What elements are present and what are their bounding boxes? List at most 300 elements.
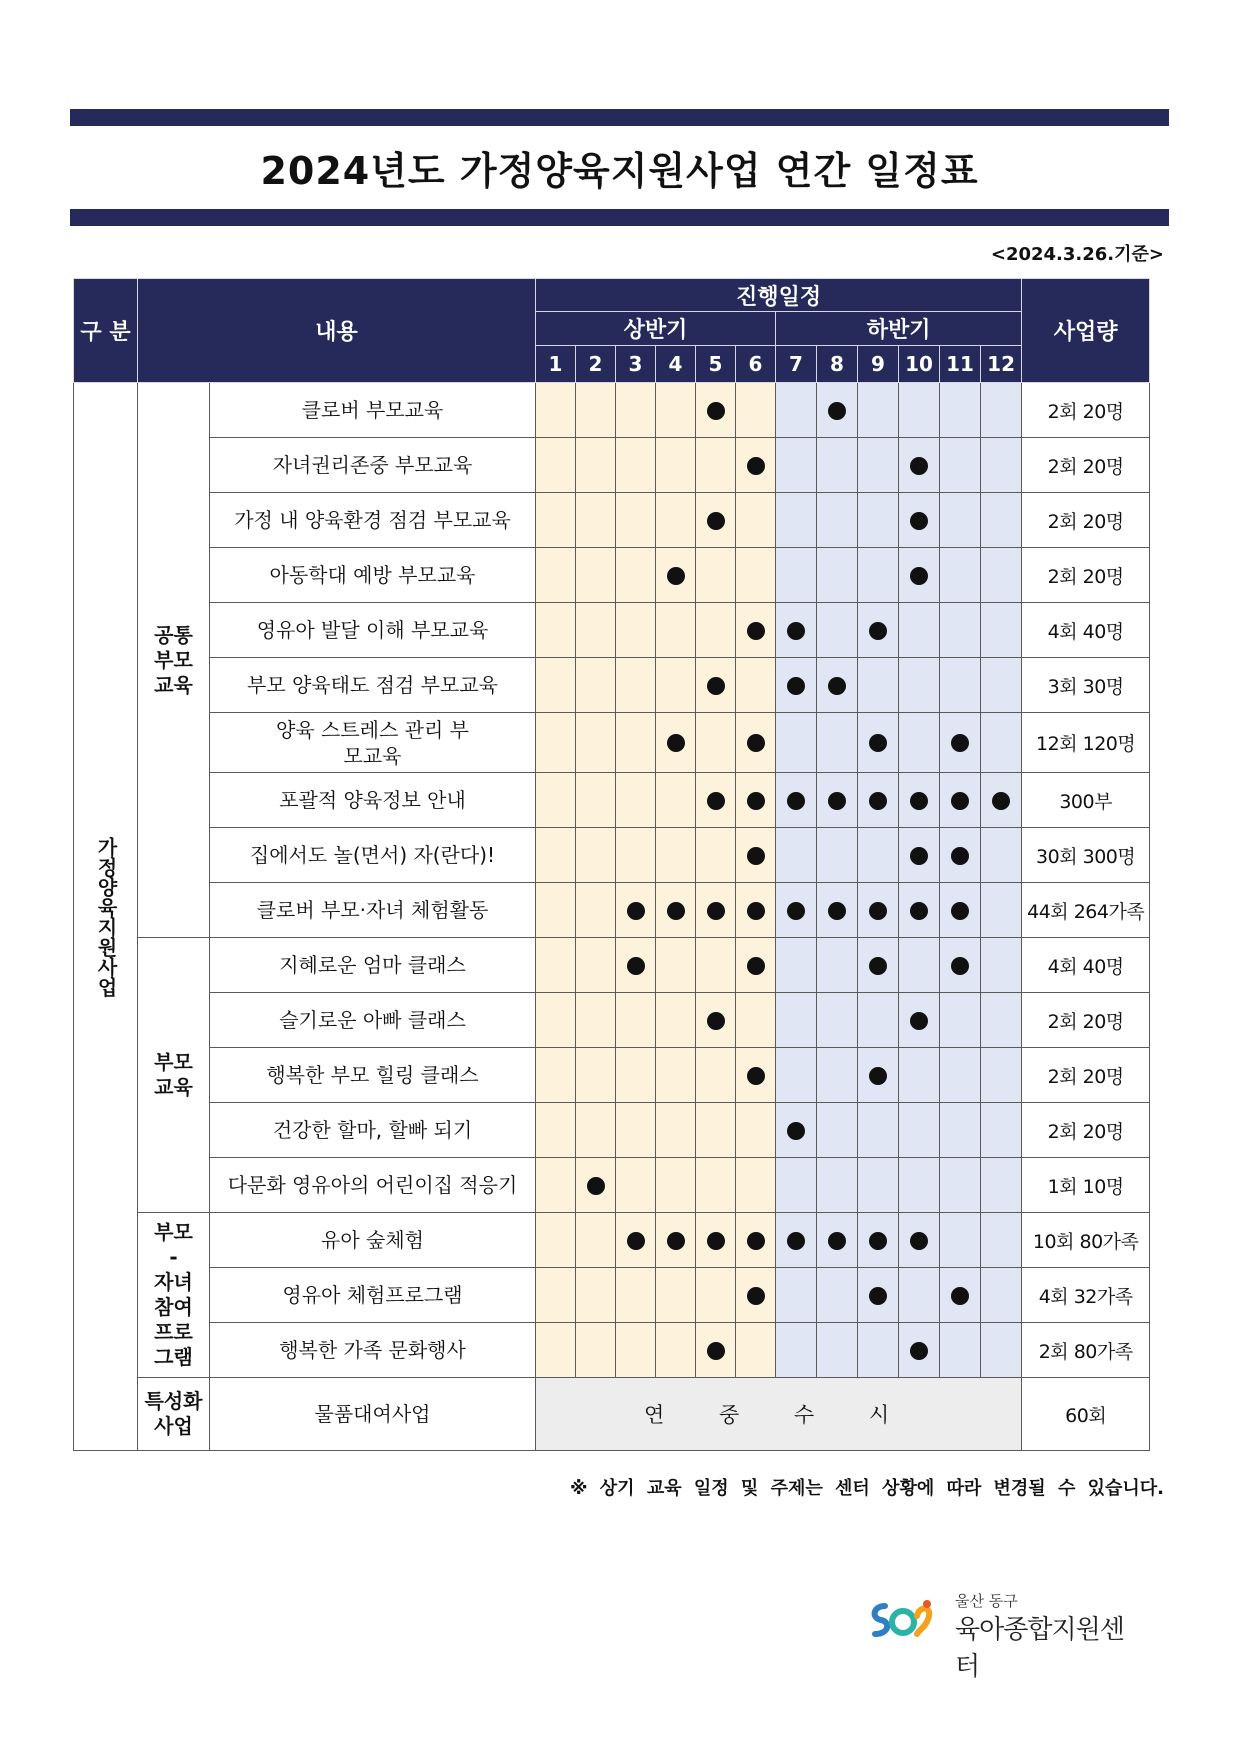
program-item-name: 영유아 체험프로그램	[210, 1268, 536, 1323]
month-cell-10	[899, 773, 940, 828]
scheduled-dot	[869, 1067, 887, 1085]
month-cell-10	[899, 828, 940, 883]
month-cell-1	[536, 383, 576, 438]
header-first-half: 상반기	[536, 312, 776, 346]
month-cell-3	[616, 658, 656, 713]
month-cell-9	[858, 1268, 899, 1323]
logo-subtitle: 울산 동구	[955, 1592, 1018, 1610]
month-cell-11	[940, 713, 981, 773]
month-cell-9	[858, 1158, 899, 1213]
scheduled-dot	[787, 1122, 805, 1140]
table-row	[74, 603, 1150, 658]
scheduled-dot	[787, 902, 805, 920]
month-cell-2	[576, 1213, 616, 1268]
month-cell-5	[696, 603, 736, 658]
month-cell-9	[858, 1048, 899, 1103]
group-name: 부모 - 자녀 참여 프로 그램	[138, 1213, 210, 1378]
scheduled-dot	[667, 1232, 685, 1250]
month-cell-1	[536, 658, 576, 713]
month-header-2: 2	[576, 346, 616, 383]
month-cell-7	[776, 1103, 817, 1158]
month-header-7: 7	[776, 346, 817, 383]
month-cell-3	[616, 883, 656, 938]
month-cell-4	[656, 713, 696, 773]
amount-cell: 60회	[1022, 1378, 1150, 1451]
table-row	[74, 1048, 1150, 1103]
month-cell-3	[616, 1213, 656, 1268]
month-cell-8	[817, 1323, 858, 1378]
table-row	[74, 658, 1150, 713]
month-cell-12	[981, 383, 1022, 438]
amount-cell: 12회 120명	[1022, 713, 1150, 773]
amount-cell: 2회 20명	[1022, 1048, 1150, 1103]
month-cell-8	[817, 1103, 858, 1158]
scheduled-dot	[747, 792, 765, 810]
program-item-name: 부모 양육태도 점검 부모교육	[210, 658, 536, 713]
as-of-date: <2024.3.26.기준>	[990, 244, 1164, 265]
scheduled-dot	[869, 792, 887, 810]
month-cell-4	[656, 828, 696, 883]
month-cell-4	[656, 993, 696, 1048]
month-cell-6	[736, 383, 776, 438]
table-row	[74, 548, 1150, 603]
month-cell-6	[736, 1323, 776, 1378]
month-cell-5	[696, 1158, 736, 1213]
month-cell-5	[696, 883, 736, 938]
month-cell-4	[656, 1213, 696, 1268]
month-header-10: 10	[899, 346, 940, 383]
month-cell-11	[940, 1268, 981, 1323]
month-cell-11	[940, 548, 981, 603]
month-cell-7	[776, 1158, 817, 1213]
amount-cell: 44회 264가족	[1022, 883, 1150, 938]
program-item-name: 지혜로운 엄마 클래스	[210, 938, 536, 993]
month-cell-11	[940, 383, 981, 438]
month-cell-1	[536, 938, 576, 993]
month-cell-7	[776, 493, 817, 548]
month-cell-7	[776, 713, 817, 773]
scheduled-dot	[707, 902, 725, 920]
scheduled-dot	[828, 792, 846, 810]
scheduled-dot	[707, 402, 725, 420]
scheduled-dot	[667, 734, 685, 752]
scheduled-dot	[910, 1342, 928, 1360]
amount-cell: 2회 20명	[1022, 548, 1150, 603]
month-cell-3	[616, 828, 656, 883]
header-content: 내용	[138, 279, 536, 383]
month-cell-8	[817, 828, 858, 883]
month-cell-12	[981, 1268, 1022, 1323]
scheduled-dot	[951, 847, 969, 865]
scheduled-dot	[627, 902, 645, 920]
month-header-1: 1	[536, 346, 576, 383]
month-cell-4	[656, 603, 696, 658]
scheduled-dot	[747, 847, 765, 865]
header-schedule: 진행일정	[536, 279, 1022, 312]
month-cell-10	[899, 993, 940, 1048]
month-cell-1	[536, 1268, 576, 1323]
scheduled-dot	[910, 1232, 928, 1250]
month-cell-6	[736, 1048, 776, 1103]
month-cell-4	[656, 1048, 696, 1103]
table-row	[74, 1378, 1150, 1451]
program-item-name: 행복한 가족 문화행사	[210, 1323, 536, 1378]
month-cell-8	[817, 1213, 858, 1268]
scheduled-dot	[951, 957, 969, 975]
amount-cell: 2회 20명	[1022, 493, 1150, 548]
month-cell-10	[899, 1103, 940, 1158]
program-item-name: 유아 숲체험	[210, 1213, 536, 1268]
month-cell-11	[940, 1158, 981, 1213]
month-cell-8	[817, 383, 858, 438]
program-item-name: 영유아 발달 이해 부모교육	[210, 603, 536, 658]
scheduled-dot	[787, 622, 805, 640]
table-row	[74, 1103, 1150, 1158]
scheduled-dot	[787, 792, 805, 810]
scheduled-dot	[707, 1012, 725, 1030]
scheduled-dot	[910, 457, 928, 475]
month-cell-6	[736, 1158, 776, 1213]
program-item-name: 물품대여사업	[210, 1378, 536, 1451]
month-cell-7	[776, 883, 817, 938]
month-cell-2	[576, 658, 616, 713]
month-cell-7	[776, 1048, 817, 1103]
month-cell-7	[776, 773, 817, 828]
month-cell-5	[696, 713, 736, 773]
month-cell-8	[817, 548, 858, 603]
month-cell-12	[981, 548, 1022, 603]
month-cell-8	[817, 1158, 858, 1213]
month-cell-3	[616, 1048, 656, 1103]
footnote: ※ 상기 교육 일정 및 주제는 센터 상황에 따라 변경될 수 있습니다.	[570, 1478, 1164, 1499]
month-cell-5	[696, 493, 736, 548]
month-cell-8	[817, 1048, 858, 1103]
scheduled-dot	[828, 902, 846, 920]
month-header-12: 12	[981, 346, 1022, 383]
scheduled-dot	[587, 1177, 605, 1195]
amount-cell: 2회 20명	[1022, 993, 1150, 1048]
month-header-3: 3	[616, 346, 656, 383]
scheduled-dot	[747, 457, 765, 475]
month-cell-6	[736, 1103, 776, 1158]
month-cell-12	[981, 493, 1022, 548]
month-cell-5	[696, 993, 736, 1048]
top-decor-bar	[70, 109, 1169, 126]
scheduled-dot	[747, 957, 765, 975]
scheduled-dot	[869, 622, 887, 640]
program-item-name: 아동학대 예방 부모교육	[210, 548, 536, 603]
month-cell-1	[536, 493, 576, 548]
month-cell-3	[616, 383, 656, 438]
month-cell-12	[981, 773, 1022, 828]
month-cell-4	[656, 548, 696, 603]
month-cell-1	[536, 1048, 576, 1103]
month-cell-1	[536, 993, 576, 1048]
month-cell-8	[817, 438, 858, 493]
month-cell-9	[858, 883, 899, 938]
month-cell-1	[536, 1158, 576, 1213]
program-name: 가정양육지원사업	[74, 383, 138, 1451]
month-cell-2	[576, 938, 616, 993]
month-cell-10	[899, 1213, 940, 1268]
month-cell-4	[656, 383, 696, 438]
scheduled-dot	[747, 1067, 765, 1085]
table-row	[74, 773, 1150, 828]
month-cell-12	[981, 1213, 1022, 1268]
month-cell-6	[736, 938, 776, 993]
month-cell-9	[858, 493, 899, 548]
month-cell-6	[736, 993, 776, 1048]
month-cell-1	[536, 603, 576, 658]
program-item-name: 건강한 할마, 할빠 되기	[210, 1103, 536, 1158]
month-cell-4	[656, 773, 696, 828]
month-cell-12	[981, 1048, 1022, 1103]
month-cell-4	[656, 1323, 696, 1378]
month-cell-10	[899, 658, 940, 713]
month-cell-6	[736, 438, 776, 493]
month-cell-9	[858, 993, 899, 1048]
month-cell-1	[536, 1103, 576, 1158]
month-cell-6	[736, 773, 776, 828]
month-cell-5	[696, 938, 736, 993]
month-cell-5	[696, 773, 736, 828]
month-cell-9	[858, 938, 899, 993]
scheduled-dot	[707, 792, 725, 810]
month-cell-7	[776, 993, 817, 1048]
month-cell-12	[981, 938, 1022, 993]
month-cell-8	[817, 493, 858, 548]
month-cell-1	[536, 828, 576, 883]
month-cell-4	[656, 1158, 696, 1213]
month-cell-11	[940, 1323, 981, 1378]
amount-cell: 2회 20명	[1022, 438, 1150, 493]
month-cell-10	[899, 603, 940, 658]
month-cell-2	[576, 993, 616, 1048]
center-logo-icon	[865, 1596, 937, 1642]
month-cell-2	[576, 493, 616, 548]
month-cell-7	[776, 438, 817, 493]
month-cell-9	[858, 383, 899, 438]
month-cell-7	[776, 658, 817, 713]
month-cell-11	[940, 438, 981, 493]
scheduled-dot	[627, 1232, 645, 1250]
month-cell-12	[981, 1103, 1022, 1158]
month-cell-6	[736, 603, 776, 658]
program-item-name: 자녀권리존중 부모교육	[210, 438, 536, 493]
month-cell-11	[940, 773, 981, 828]
center-logo	[865, 1590, 1135, 1682]
month-cell-1	[536, 883, 576, 938]
month-cell-9	[858, 828, 899, 883]
program-item-name: 포괄적 양육정보 안내	[210, 773, 536, 828]
month-cell-3	[616, 938, 656, 993]
table-row	[74, 1323, 1150, 1378]
group-name: 공통 부모 교육	[138, 383, 210, 938]
scheduled-dot	[707, 677, 725, 695]
group-name: 부모 교육	[138, 938, 210, 1213]
month-cell-8	[817, 883, 858, 938]
month-cell-10	[899, 713, 940, 773]
month-cell-9	[858, 773, 899, 828]
month-cell-10	[899, 438, 940, 493]
month-cell-3	[616, 1268, 656, 1323]
month-cell-1	[536, 1213, 576, 1268]
month-cell-5	[696, 548, 736, 603]
table-row	[74, 438, 1150, 493]
table-row	[74, 383, 1150, 438]
month-cell-2	[576, 1048, 616, 1103]
month-cell-9	[858, 713, 899, 773]
month-cell-6	[736, 1268, 776, 1323]
month-cell-5	[696, 828, 736, 883]
scheduled-dot	[828, 1232, 846, 1250]
scheduled-dot	[627, 957, 645, 975]
header-category: 구 분	[74, 279, 138, 383]
month-cell-12	[981, 438, 1022, 493]
month-cell-5	[696, 1048, 736, 1103]
table-row	[74, 938, 1150, 993]
month-cell-2	[576, 548, 616, 603]
month-cell-2	[576, 1323, 616, 1378]
amount-cell: 1회 10명	[1022, 1158, 1150, 1213]
month-cell-12	[981, 828, 1022, 883]
scheduled-dot	[910, 792, 928, 810]
month-header-5: 5	[696, 346, 736, 383]
month-cell-5	[696, 1103, 736, 1158]
month-cell-3	[616, 993, 656, 1048]
table-row	[74, 883, 1150, 938]
header-second-half: 하반기	[776, 312, 1022, 346]
scheduled-dot	[869, 957, 887, 975]
month-header-11: 11	[940, 346, 981, 383]
month-cell-6	[736, 658, 776, 713]
amount-cell: 2회 20명	[1022, 1103, 1150, 1158]
month-cell-3	[616, 603, 656, 658]
scheduled-dot	[747, 734, 765, 752]
program-item-name: 클로버 부모교육	[210, 383, 536, 438]
month-cell-9	[858, 438, 899, 493]
scheduled-dot	[707, 1342, 725, 1360]
table-row	[74, 1158, 1150, 1213]
table-row	[74, 993, 1150, 1048]
month-cell-9	[858, 548, 899, 603]
month-cell-10	[899, 493, 940, 548]
scheduled-dot	[828, 677, 846, 695]
month-cell-1	[536, 438, 576, 493]
month-cell-8	[817, 938, 858, 993]
month-cell-4	[656, 438, 696, 493]
month-cell-6	[736, 828, 776, 883]
month-cell-3	[616, 773, 656, 828]
scheduled-dot	[747, 1232, 765, 1250]
program-item-name: 집에서도 놀(면서) 자(란다)!	[210, 828, 536, 883]
month-cell-9	[858, 1213, 899, 1268]
amount-cell: 2회 20명	[1022, 383, 1150, 438]
month-cell-3	[616, 1158, 656, 1213]
amount-cell: 10회 80가족	[1022, 1213, 1150, 1268]
month-cell-4	[656, 883, 696, 938]
program-item-name: 다문화 영유아의 어린이집 적응기	[210, 1158, 536, 1213]
month-cell-1	[536, 548, 576, 603]
scheduled-dot	[910, 1012, 928, 1030]
scheduled-dot	[828, 402, 846, 420]
scheduled-dot	[787, 677, 805, 695]
month-cell-4	[656, 938, 696, 993]
month-cell-8	[817, 603, 858, 658]
schedule-table	[73, 278, 1150, 1451]
scheduled-dot	[951, 734, 969, 752]
month-header-9: 9	[858, 346, 899, 383]
table-row	[74, 713, 1150, 773]
month-cell-9	[858, 658, 899, 713]
month-cell-6	[736, 548, 776, 603]
month-cell-8	[817, 993, 858, 1048]
month-cell-11	[940, 938, 981, 993]
month-cell-7	[776, 1323, 817, 1378]
scheduled-dot	[869, 734, 887, 752]
bottom-decor-bar	[70, 209, 1169, 226]
month-cell-12	[981, 603, 1022, 658]
scheduled-dot	[667, 567, 685, 585]
month-cell-10	[899, 1268, 940, 1323]
amount-cell: 4회 40명	[1022, 603, 1150, 658]
month-cell-7	[776, 383, 817, 438]
month-cell-7	[776, 1213, 817, 1268]
amount-cell: 3회 30명	[1022, 658, 1150, 713]
scheduled-dot	[910, 847, 928, 865]
month-header-6: 6	[736, 346, 776, 383]
month-cell-10	[899, 1323, 940, 1378]
month-cell-12	[981, 883, 1022, 938]
amount-cell: 4회 40명	[1022, 938, 1150, 993]
month-cell-6	[736, 713, 776, 773]
month-cell-12	[981, 1323, 1022, 1378]
month-cell-12	[981, 713, 1022, 773]
program-item-name: 행복한 부모 힐링 클래스	[210, 1048, 536, 1103]
scheduled-dot	[910, 512, 928, 530]
month-cell-10	[899, 883, 940, 938]
month-header-8: 8	[817, 346, 858, 383]
month-cell-5	[696, 1213, 736, 1268]
month-cell-7	[776, 1268, 817, 1323]
amount-cell: 2회 80가족	[1022, 1323, 1150, 1378]
month-cell-1	[536, 713, 576, 773]
scheduled-dot	[747, 622, 765, 640]
scheduled-dot	[787, 1232, 805, 1250]
month-cell-10	[899, 383, 940, 438]
month-cell-5	[696, 1268, 736, 1323]
month-cell-5	[696, 438, 736, 493]
month-cell-2	[576, 1158, 616, 1213]
amount-cell: 30회 300명	[1022, 828, 1150, 883]
month-cell-4	[656, 1268, 696, 1323]
month-cell-8	[817, 713, 858, 773]
scheduled-dot	[910, 902, 928, 920]
month-cell-11	[940, 883, 981, 938]
month-cell-2	[576, 1268, 616, 1323]
month-cell-11	[940, 658, 981, 713]
page-title: 2024년도 가정양육지원사업 연간 일정표	[260, 149, 979, 193]
scheduled-dot	[992, 792, 1010, 810]
month-cell-12	[981, 993, 1022, 1048]
month-cell-3	[616, 493, 656, 548]
month-cell-2	[576, 383, 616, 438]
program-item-name: 가정 내 양육환경 점검 부모교육	[210, 493, 536, 548]
month-cell-8	[817, 658, 858, 713]
month-cell-2	[576, 828, 616, 883]
month-cell-6	[736, 493, 776, 548]
month-cell-11	[940, 828, 981, 883]
